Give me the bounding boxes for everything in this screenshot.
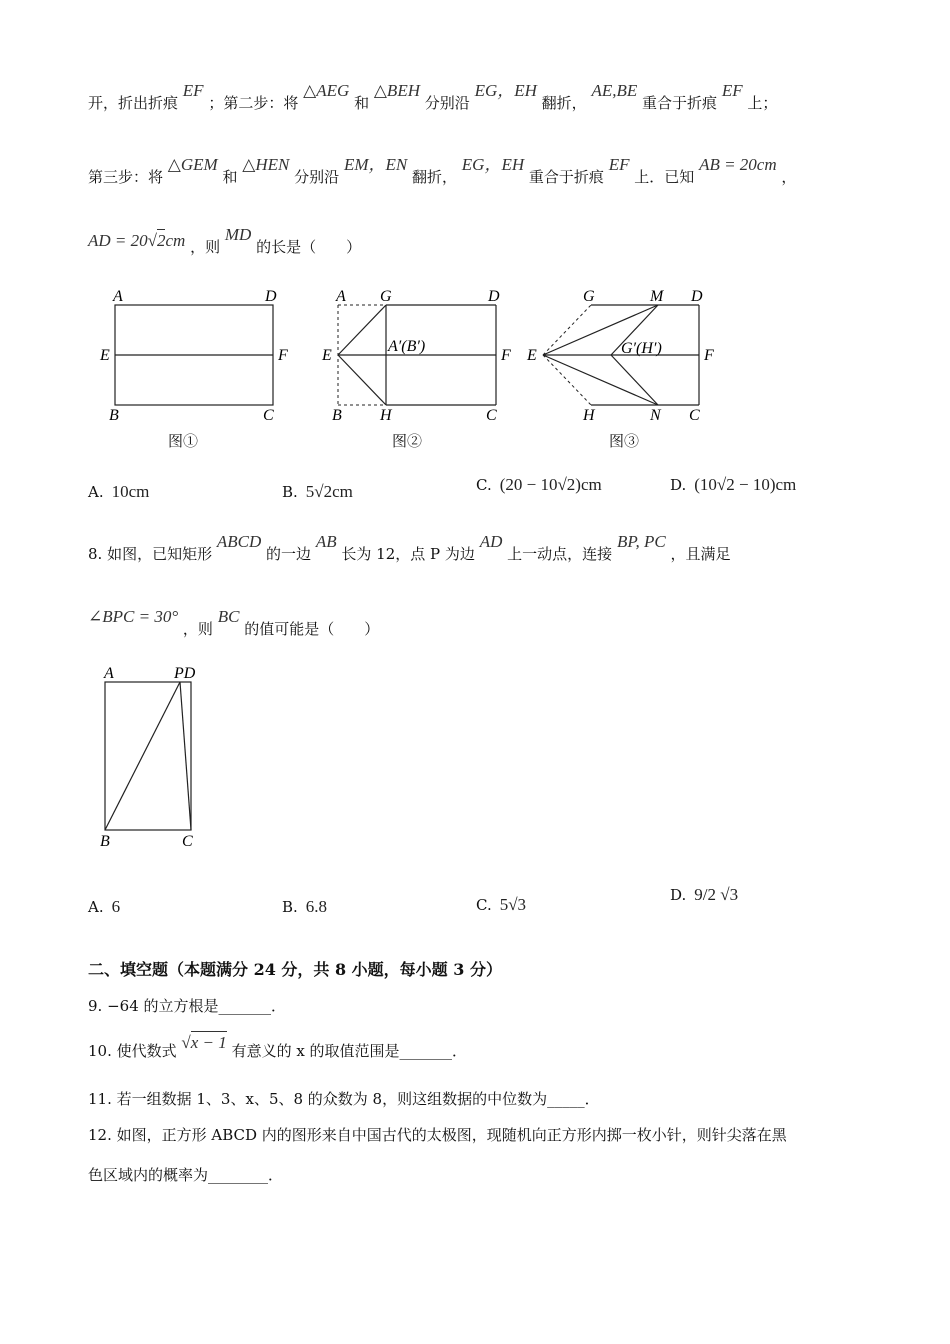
q7-option-d[interactable] (670, 475, 796, 495)
q8-line-1 (88, 532, 731, 564)
section-2-title: 二、填空题（本题满分 24 分，共 8 小题，每小题 3 分） (88, 960, 502, 979)
fig3-segment-hn (611, 355, 658, 405)
q8-segment-pc (180, 682, 191, 830)
option-value: 10cm (111, 482, 150, 501)
fig1-caption: 图① (168, 432, 199, 450)
math-ab: AB (315, 532, 337, 551)
text-segment: 上； (747, 94, 778, 112)
fig2-fold-eh (338, 355, 386, 405)
fig3-dashed-eh (543, 355, 591, 405)
q8-option-b[interactable] (282, 897, 327, 917)
fig2-label-c: C (486, 407, 497, 424)
q7-option-c[interactable] (476, 475, 602, 495)
option-key: A. (88, 483, 104, 501)
fig2-label-f: F (501, 347, 511, 364)
q8-option-a[interactable] (88, 897, 120, 917)
option-value: 6.8 (305, 897, 328, 916)
q12-line-1: 12. 如图，正方形 ABCD 内的图形来自中国古代的太极图，现随机向正方形内掷一枚小针，则针尖落在黑 (88, 1126, 787, 1144)
option-key: D. (670, 476, 687, 494)
option-key: B. (282, 483, 298, 501)
fig2-label-d: D (488, 288, 500, 305)
math-triangle-hen: △HEN (242, 155, 290, 174)
fig2-caption: 图② (392, 432, 423, 450)
option-key: D. (670, 886, 687, 904)
q7-line-3 (88, 225, 362, 257)
fig2-fold-eg (338, 305, 386, 355)
q8-option-c[interactable] (476, 895, 526, 915)
math-triangle-aeg: △AEG (303, 81, 350, 100)
option-value: 9/2 √3 (694, 885, 739, 904)
math-ef: EF (608, 155, 630, 174)
figure-q8 (92, 662, 222, 857)
q8-label-pd: PD (174, 665, 196, 682)
math-unit: cm (165, 231, 186, 250)
math-ab-value: AB = 20cm (699, 155, 777, 174)
fig2-label-e: E (322, 347, 332, 364)
q8-option-d[interactable] (670, 885, 738, 905)
math-triangle-beh: △BEH (373, 81, 420, 100)
text-segment: 长为 12，点 P 为边 (341, 545, 475, 563)
fig1-label-a: A (113, 288, 123, 305)
text-segment: 上．已知 (634, 168, 695, 186)
math-abcd: ABCD (216, 532, 262, 551)
text-segment: 的一边 (266, 545, 312, 563)
math-angle-bpc: ∠BPC = 30° (88, 607, 179, 626)
option-value: (20 − 10√2)cm (499, 475, 602, 494)
option-value: 6 (111, 897, 121, 916)
math-bp-pc: BP, PC (616, 532, 666, 551)
q11-text: 11. 若一组数据 1、3、x、5、8 的众数为 8，则这组数据的中位数为_____． (88, 1090, 600, 1108)
fig3-label-g-prime-h-prime: G′(H′) (621, 340, 662, 357)
fig1-label-f: F (278, 347, 288, 364)
q8-label-c: C (182, 833, 193, 850)
math-eg-eh: EG，EH (461, 155, 525, 174)
math-ae-be: AE,BE (591, 81, 638, 100)
sqrt-radicand: 2 (156, 231, 166, 250)
math-ef: EF (721, 81, 743, 100)
math-ad-value (88, 231, 185, 250)
math-ad: AD (479, 532, 503, 551)
text-segment: ，且满足 (670, 545, 731, 563)
text-segment: 重合于折痕 (528, 168, 604, 186)
option-key: B. (282, 898, 298, 916)
text-segment: 第三步：将 (88, 168, 164, 186)
q8-line-2 (88, 607, 380, 639)
fig1-label-d: D (265, 288, 277, 305)
option-value: 5√2cm (305, 482, 353, 501)
fig1-label-c: C (263, 407, 274, 424)
fig2-label-a-prime-b-prime: A′(B′) (388, 338, 426, 355)
fig3-dashed-eg (543, 305, 591, 355)
sqrt-radicand: x − 1 (190, 1033, 227, 1052)
text-segment: 分别沿 (294, 168, 340, 186)
option-key: A. (88, 898, 104, 916)
q7-line-2 (88, 155, 797, 187)
fig2-label-a: A (336, 288, 346, 305)
q8-segment-bp (105, 682, 180, 830)
option-value: 5√3 (499, 895, 527, 914)
math-md: MD (224, 225, 252, 244)
fig1-label-b: B (109, 407, 119, 424)
text-segment: ，则 (190, 238, 221, 256)
q7-option-b[interactable] (282, 482, 353, 502)
fig3-label-g: G (583, 288, 595, 305)
fig3-fold-en (543, 355, 658, 405)
fig3-label-m: M (650, 288, 664, 305)
text-segment: ；第二步：将 (208, 94, 299, 112)
q9-text: 9. −64 的立方根是_______． (88, 997, 287, 1015)
q7-line-1 (88, 81, 778, 113)
figure-1 (95, 285, 305, 455)
q12-line-2: 色区域内的概率为________． (88, 1166, 284, 1184)
figure-2 (318, 285, 528, 455)
text-segment: 分别沿 (424, 94, 470, 112)
fig2-label-g: G (380, 288, 392, 305)
text-segment: 有意义的 x 的取值范围是_______． (231, 1042, 468, 1060)
math-ad-prefix: AD = 20 (88, 231, 148, 250)
math-eg-eh: EG，EH (474, 81, 537, 100)
sqrt-sign: √ (147, 231, 157, 250)
math-bc: BC (217, 607, 240, 626)
q10-sqrt-expression (181, 1033, 226, 1052)
q8-label-a: A (104, 665, 114, 682)
fig3-label-h: H (583, 407, 595, 424)
text-segment: 翻折， (412, 168, 458, 186)
math-ef: EF (182, 81, 204, 100)
sqrt-sign: √ (181, 1033, 191, 1052)
fig2-label-h: H (380, 407, 392, 424)
text-segment: 和 (222, 168, 238, 186)
text-segment: 开，折出折痕 (88, 94, 179, 112)
text-segment: 和 (354, 94, 370, 112)
math-em-en: EM，EN (343, 155, 408, 174)
text-segment: 重合于折痕 (642, 94, 718, 112)
text-segment: 翻折， (541, 94, 587, 112)
q10-line (88, 1033, 468, 1061)
fig2-label-b: B (332, 407, 342, 424)
fig3-label-f: F (704, 347, 714, 364)
text-segment: 8. 如图，已知矩形 (88, 545, 213, 563)
fig3-label-n: N (650, 407, 661, 424)
q8-rectangle (105, 682, 191, 830)
fig3-label-e: E (527, 347, 537, 364)
text-segment: 的长是（ ） (256, 238, 362, 256)
option-value: (10√2 − 10)cm (694, 475, 797, 494)
math-triangle-gem: △GEM (167, 155, 218, 174)
text-segment: 的值可能是（ ） (244, 620, 380, 638)
fig1-label-e: E (100, 347, 110, 364)
text-segment: 10. 使代数式 (88, 1042, 177, 1060)
text-segment: 上一动点，连接 (507, 545, 613, 563)
fig3-caption: 图③ (609, 432, 640, 450)
option-key: C. (476, 896, 492, 914)
option-key: C. (476, 476, 492, 494)
text-segment: ，则 (182, 620, 213, 638)
q7-option-a[interactable] (88, 482, 149, 502)
fig3-label-d: D (691, 288, 703, 305)
q8-label-b: B (100, 833, 110, 850)
text-segment: ， (781, 168, 797, 186)
fig3-label-c: C (689, 407, 700, 424)
